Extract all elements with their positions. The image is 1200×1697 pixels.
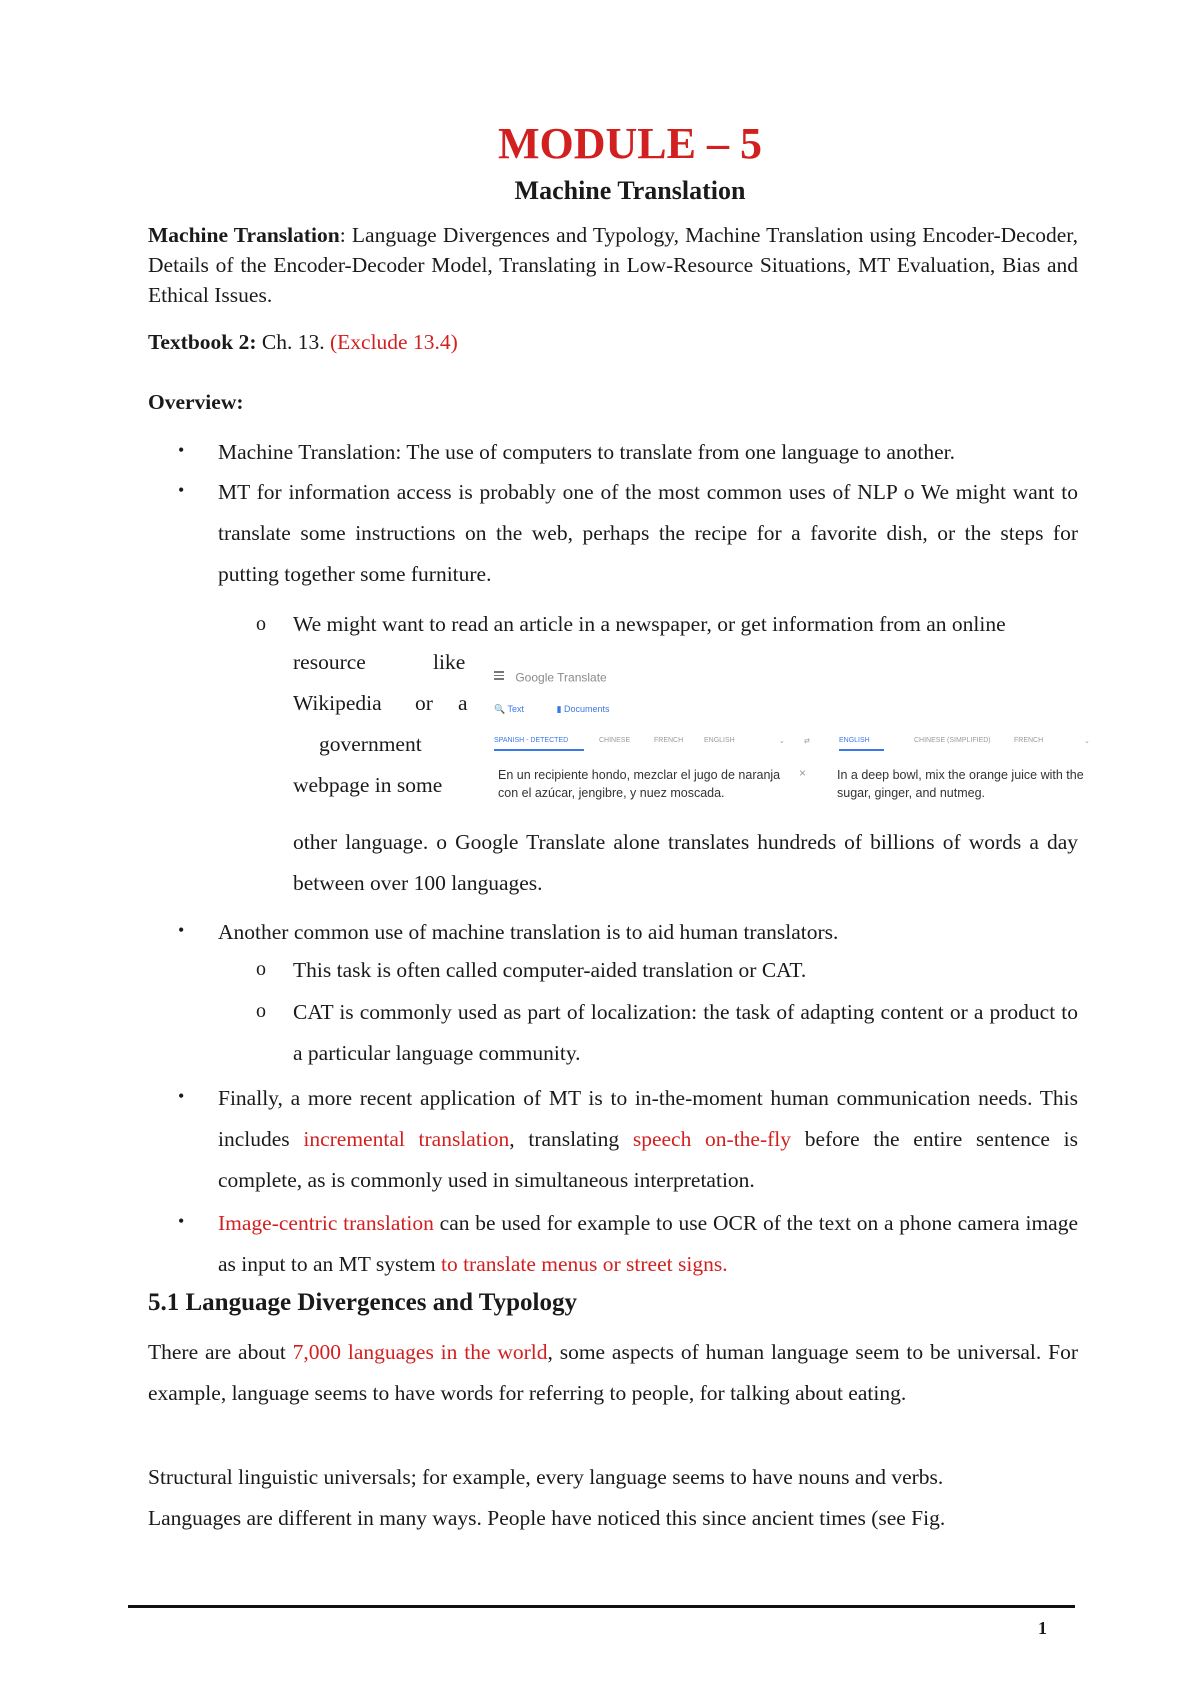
page-number: 1 [1038, 1618, 1047, 1638]
bullet-dot: • [178, 480, 185, 500]
textbook-line [148, 327, 1078, 357]
section-heading: 5.1 Language Divergences and Typology [148, 1289, 577, 1316]
word: a [458, 691, 468, 715]
module-subtitle: Machine Translation [514, 176, 746, 205]
close-icon: × [799, 766, 807, 780]
chevron-down-icon: ⌄ [779, 738, 785, 745]
textbook-text: Ch. 13. [256, 330, 330, 354]
google-translate-logo: Google Translate [515, 670, 607, 685]
bullet-text: MT for information access is probably one of the most common uses of NLP o We might want to translate some instructions on the web, perhaps the recipe for a favorite dish, or the steps for putting together some furniture. [218, 480, 1078, 586]
word: or [415, 691, 433, 715]
tab-text: 🔍 Text [494, 704, 525, 714]
intro-paragraph [148, 220, 1078, 310]
bullet-dot: • [178, 440, 185, 460]
bullet-text: Machine Translation: The use of computers to translate from one language to another. [218, 440, 955, 464]
word: resource [293, 650, 366, 674]
word: government [319, 732, 422, 756]
sub-bullet-text: CAT is commonly used as part of localization: the task of adapting content or a product to a particular language community. [293, 1000, 1078, 1065]
source-lang: ENGLISH [704, 737, 735, 744]
textbook-exclude: (Exclude 13.4) [330, 330, 458, 354]
footer-rule [128, 1605, 1075, 1608]
bullet-text: Image-centric translation can be used for example to use OCR of the text on a phone camera image as input to an MT system to translate menus or street signs. [218, 1211, 1079, 1276]
source-lang-detected: SPANISH - DETECTED [494, 737, 569, 744]
menu-icon [494, 669, 504, 682]
overview-heading: Overview: [148, 390, 244, 414]
sub-bullet-text: This task is often called computer-aided translation or CAT. [293, 958, 807, 982]
target-lang-underline [839, 749, 884, 751]
textbook-label: Textbook 2: [148, 330, 257, 354]
section-paragraph: Languages are different in many ways. People have noticed this since ancient times (see Fig. [148, 1506, 946, 1530]
target-lang: ENGLISH [839, 737, 870, 744]
sub-bullet-marker: o [256, 958, 266, 980]
source-lang: FRENCH [654, 737, 684, 744]
intro-label: Machine Translation [148, 223, 340, 247]
sub-bullet-marker: o [256, 613, 266, 635]
translate-tabs [494, 704, 640, 715]
target-lang: CHINESE (SIMPLIFIED) [914, 737, 991, 744]
intro-text: : Language Divergences and Typology, Machine Translation using Encoder-Decoder, Details of the Encoder-Decoder Model, Translating in Low-Resource Situations, MT Evaluation, Bias and Ethical Issues. [148, 223, 1078, 307]
section-paragraph: There are about 7,000 languages in the world, some aspects of human language seem to be universal. For example, language seems to have words for referring to people, for talking about eating. [148, 1340, 1078, 1405]
word: webpage in some [293, 773, 443, 797]
source-text: En un recipiente hondo, mezclar el jugo de naranja con el azúcar, jengibre, y nuez moscada. [498, 768, 781, 800]
sub-bullet-first-line: We might want to read an article in a newspaper, or get information from an online [293, 612, 1006, 636]
highlight-incremental: incremental translation [303, 1127, 510, 1151]
sub-bullet-marker: o [256, 1000, 266, 1022]
target-lang: FRENCH [1014, 737, 1044, 744]
chevron-down-icon: ⌄ [1084, 738, 1090, 745]
highlight-speech: speech on-the-fly [632, 1127, 792, 1151]
translate-header [494, 669, 607, 685]
module-title: MODULE – 5 [498, 119, 762, 168]
highlight-languages: 7,000 languages in the world [292, 1340, 548, 1364]
tab-documents: ▮ Documents [556, 704, 610, 714]
bullet-dot: • [178, 1086, 185, 1106]
translated-text: In a deep bowl, mix the orange juice with the sugar, ginger, and nutmeg. [837, 768, 1084, 800]
bullet-dot: • [178, 1211, 185, 1231]
bullet-dot: • [178, 920, 185, 940]
sub-bullet-tail: other language. o Google Translate alone translates hundreds of billions of words a day between over 100 languages. [293, 830, 1078, 895]
highlight-image-centric: Image-centric translation [218, 1211, 434, 1235]
word: Wikipedia [293, 691, 382, 715]
highlight-menus: to translate menus or street signs. [440, 1252, 728, 1276]
bullet-text: Finally, a more recent application of MT is to in-the-moment human communication needs. This includes incremental translation, translating speech on-the-fly before the entire sentence is complete, as is commonly used in simultaneous interpretation. [218, 1086, 1078, 1192]
google-translate-screenshot [494, 664, 1114, 814]
section-paragraph: Structural linguistic universals; for example, every language seems to have nouns and verbs. [148, 1465, 944, 1489]
word: like [433, 650, 466, 674]
source-lang: CHINESE [599, 737, 631, 744]
bullet-text: Another common use of machine translation is to aid human translators. [218, 920, 839, 944]
source-lang-underline [494, 749, 584, 751]
swap-icon: ⇄ [804, 738, 810, 745]
